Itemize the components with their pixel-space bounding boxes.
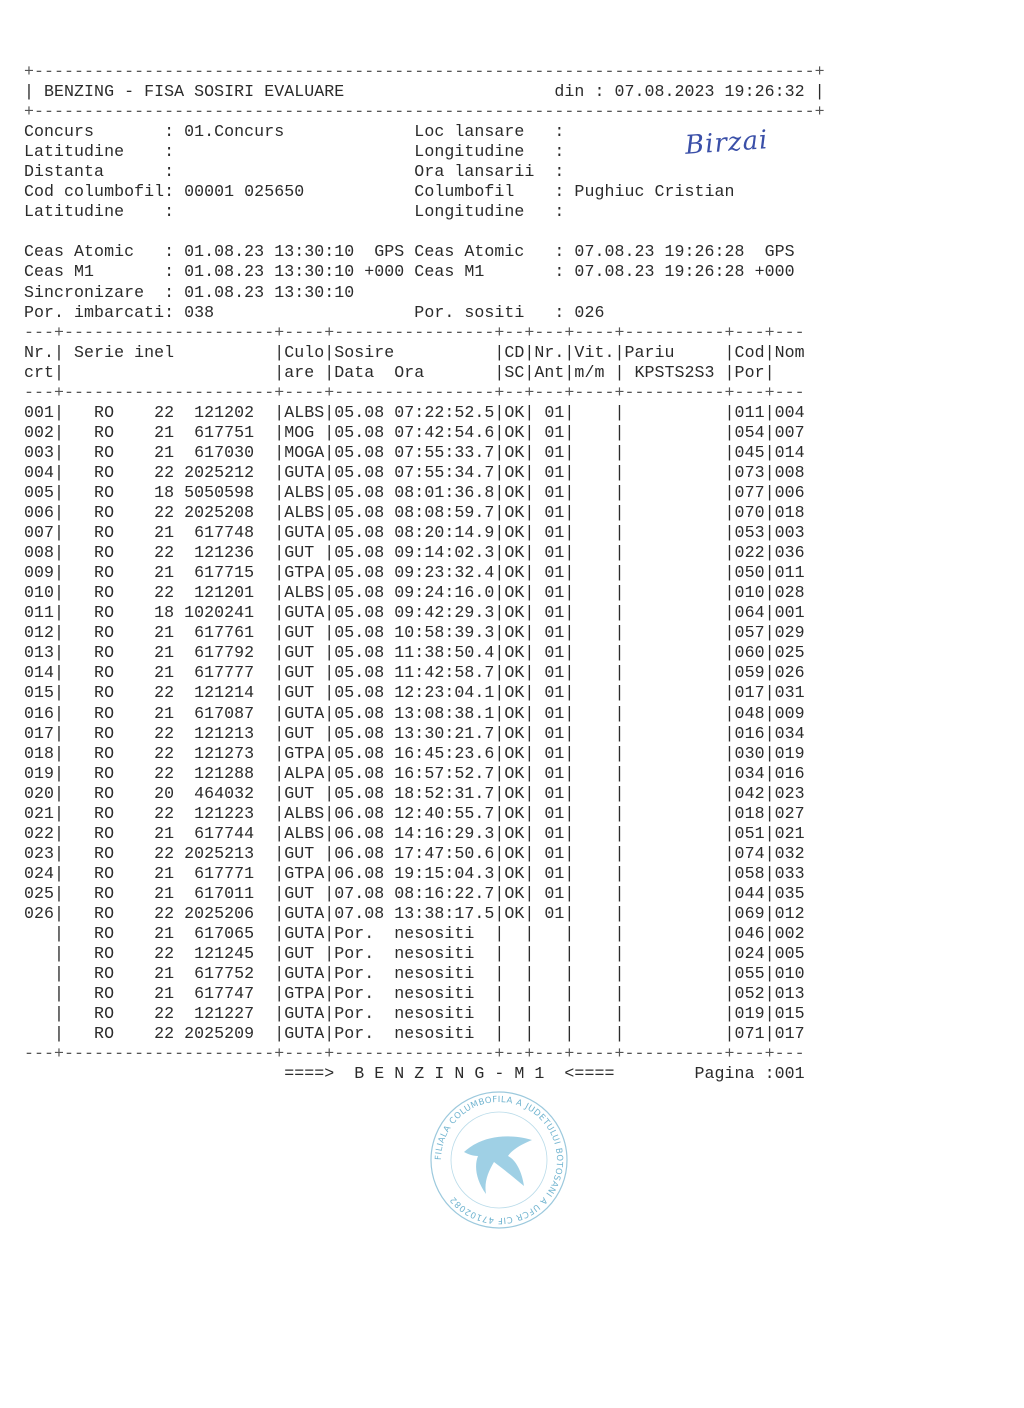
spacer <box>24 222 825 242</box>
table-row: 012| RO 21 617761 |GUT |05.08 10:58:39.3|OK| 01| | |057|029 <box>24 623 805 643</box>
table-row: 001| RO 22 121202 |ALBS|05.08 07:22:52.5|OK| 01| | |011|004 <box>24 402 805 422</box>
clock-row: Por. imbarcati: 038 Por. sositi : 026 <box>24 302 605 322</box>
table-row: | RO 22 2025209 |GUTA|Por. nesositi | | | | |071|017 <box>24 1024 805 1044</box>
clock-row: Ceas Atomic : 01.08.23 13:30:10 GPS Ceas Atomic : 07.08.23 19:26:28 GPS <box>24 242 795 262</box>
table-row: 013| RO 21 617792 |GUT |05.08 11:38:50.4|OK| 01| | |060|025 <box>24 643 805 663</box>
table-row: 026| RO 22 2025206 |GUTA|07.08 13:38:17.5|OK| 01| | |069|012 <box>24 903 805 923</box>
table-row: 014| RO 21 617777 |GUT |05.08 11:42:58.7|OK| 01| | |059|026 <box>24 663 805 683</box>
table-rule: ---+---------------------+----+----------------+--+---+----+----------+---+--- <box>24 1044 805 1064</box>
clock-row: Sincronizare : 01.08.23 13:30:10 <box>24 282 415 302</box>
info-row: Latitudine : Longitudine : <box>24 202 575 222</box>
table-row: 021| RO 22 121223 |ALBS|06.08 12:40:55.7|OK| 01| | |018|027 <box>24 803 805 823</box>
table-row: 002| RO 21 617751 |MOG |05.08 07:42:54.6|OK| 01| | |054|007 <box>24 422 805 442</box>
table-row: 024| RO 21 617771 |GTPA|06.08 19:15:04.3|OK| 01| | |058|033 <box>24 863 805 883</box>
table-row: 011| RO 18 1020241 |GUTA|05.08 09:42:29.3|OK| 01| | |064|001 <box>24 603 805 623</box>
table-row: 018| RO 22 121273 |GTPA|05.08 16:45:23.6|OK| 01| | |030|019 <box>24 743 805 763</box>
table-row: 019| RO 22 121288 |ALPA|05.08 16:57:52.7|OK| 01| | |034|016 <box>24 763 805 783</box>
info-row: Distanta : Ora lansarii : <box>24 162 575 182</box>
header-title: | BENZING - FISA SOSIRI EVALUARE din : 07.08.2023 19:26:32 | <box>24 82 825 102</box>
table-row: 022| RO 21 617744 |ALBS|06.08 14:16:29.3|OK| 01| | |051|021 <box>24 823 805 843</box>
clock-row: Ceas M1 : 01.08.23 13:30:10 +000 Ceas M1 : 07.08.23 19:26:28 +000 <box>24 262 795 282</box>
table-row: 015| RO 22 121214 |GUT |05.08 12:23:04.1|OK| 01| | |017|031 <box>24 683 805 703</box>
table-rule: ---+---------------------+----+----------------+--+---+----+----------+---+--- <box>24 382 805 402</box>
header-rule: +------------------------------------------------------------------------------+ <box>24 102 825 122</box>
table-row: | RO 21 617065 |GUTA|Por. nesositi | | | | |046|002 <box>24 924 805 944</box>
table-row: 008| RO 22 121236 |GUT |05.08 09:14:02.3|OK| 01| | |022|036 <box>24 543 805 563</box>
table-row: 009| RO 21 617715 |GTPA|05.08 09:23:32.4|OK| 01| | |050|011 <box>24 563 805 583</box>
handwritten-note: Birzai <box>684 125 770 161</box>
table-row: | RO 22 121227 |GUTA|Por. nesositi | | | | |019|015 <box>24 1004 805 1024</box>
table-row: 010| RO 22 121201 |ALBS|05.08 09:24:16.0|OK| 01| | |010|028 <box>24 583 805 603</box>
table-row: 025| RO 21 617011 |GUT |07.08 08:16:22.7|OK| 01| | |044|035 <box>24 883 805 903</box>
header-rule: +------------------------------------------------------------------------------+ <box>24 62 825 81</box>
table-row: 004| RO 22 2025212 |GUTA|05.08 07:55:34.7|OK| 01| | |073|008 <box>24 462 805 482</box>
info-row: Cod columbofil: 00001 025650 Columbofil : Pughiuc Cristian <box>24 182 735 202</box>
pigeon-icon <box>464 1136 532 1194</box>
stamp-text: FILIALA COLUMBOFILA A JUDETULUI BOTOSANI A UFCR CIF 47102082 <box>433 1094 565 1226</box>
info-row: Concurs : 01.Concurs Loc lansare : <box>24 122 575 142</box>
table-row: 006| RO 22 2025208 |ALBS|05.08 08:08:59.7|OK| 01| | |070|018 <box>24 503 805 523</box>
table-row: 016| RO 21 617087 |GUTA|05.08 13:08:38.1|OK| 01| | |048|009 <box>24 703 805 723</box>
table-row: 007| RO 21 617748 |GUTA|05.08 08:20:14.9|OK| 01| | |053|003 <box>24 523 805 543</box>
table-row: | RO 21 617752 |GUTA|Por. nesositi | | | | |055|010 <box>24 964 805 984</box>
table-row: | RO 21 617747 |GTPA|Por. nesositi | | | | |052|013 <box>24 984 805 1004</box>
table-rule: ---+---------------------+----+----------------+--+---+----+----------+---+--- <box>24 322 805 342</box>
table-row: 017| RO 22 121213 |GUT |05.08 13:30:21.7|OK| 01| | |016|034 <box>24 723 805 743</box>
table-row: | RO 22 121245 |GUT |Por. nesositi | | | | |024|005 <box>24 944 805 964</box>
table-header: Nr.| Serie inel |Culo|Sosire |CD|Nr.|Vit.|Pariu |Cod|Nom <box>24 342 805 362</box>
table-row: 023| RO 22 2025213 |GUT |06.08 17:47:50.6|OK| 01| | |074|032 <box>24 843 805 863</box>
table-header: crt| |are |Data Ora |SC|Ant|m/m | KPSTS2S3 |Por| <box>24 362 805 382</box>
arrival-report-document <box>24 62 825 1084</box>
footer-row: ====> B E N Z I N G - M 1 <==== Pagina :001 <box>24 1064 805 1084</box>
table-row: 005| RO 18 5050598 |ALBS|05.08 08:01:36.8|OK| 01| | |077|006 <box>24 482 805 502</box>
info-row: Latitudine : Longitudine : <box>24 142 575 162</box>
table-row: 003| RO 21 617030 |MOGA|05.08 07:55:33.7|OK| 01| | |045|014 <box>24 442 805 462</box>
club-stamp-icon <box>424 1090 574 1230</box>
table-row: 020| RO 20 464032 |GUT |05.08 18:52:31.7|OK| 01| | |042|023 <box>24 783 805 803</box>
